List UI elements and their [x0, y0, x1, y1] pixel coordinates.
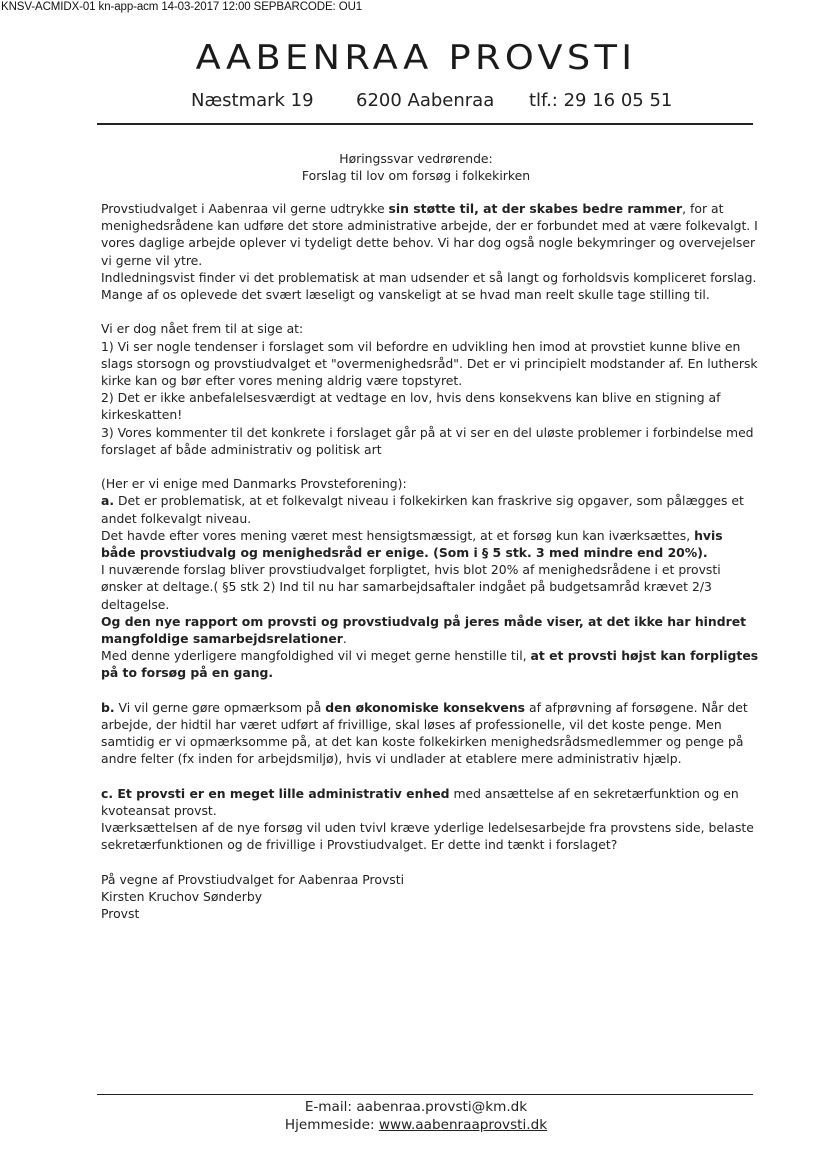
website-link[interactable]: www.aabenraaprovsti.dk: [378, 1117, 548, 1133]
letterhead-divider: [97, 123, 753, 125]
section-a-text-2: Det havde efter vores mening været mest hensigtsmæssigt, at et forsøg kun kan iværksættes, hvis både provstiudvalg og menighedsråd er enige. (Som i § 5 stk. 3 med mindre end 20%).: [101, 527, 723, 561]
section-a-text-1: a. Det er problematisk, at et folkevalgt niveau i folkekirken kan fraskrive sig opgaver, som pålægges et andet folkevalgt niveau.: [101, 493, 744, 526]
signature-line-1: På vegne af Provstiudvalget for Aabenraa Provsti: [101, 871, 405, 887]
subject-line-1: Høringssvar vedrørende:: [339, 151, 493, 166]
letterhead-city: 6200 Aabenraa: [356, 90, 495, 111]
letterhead-address: Næstmark 19: [191, 90, 314, 111]
letter-body: [101, 200, 761, 922]
intro-paragraph: Provstiudvalget i Aabenraa vil gerne udtrykke sin støtte til, at der skabes bedre rammer, for at menighedsrådene kan udføre det store administrative arbejde, der er forbundet med at være folkevalgt. I vores daglige arbejde oplever vi tydeligt dette behov. Vi har dog også nogle bekymringer og overvejelser vi gerne vil ytre.: [101, 201, 758, 268]
spacer: [101, 682, 761, 699]
subject-line-2: Forslag til lov om forsøg i folkekirken: [301, 168, 531, 183]
footer-divider: [97, 1094, 753, 1095]
section-a-text-4: Og den nye rapport om provsti og provstiudvalg på jeres måde viser, at det ikke har hindret mangfoldige samarbejdsrelationer.: [101, 613, 747, 647]
intro-paragraph-2: Indledningsvist finder vi det problematisk at man udsender et så langt og forholdsvis kompliceret forslag. Mange af os oplevede det svært læseligt og vanskeligt at se hvad man reelt skulle tage stilling til.: [101, 269, 757, 303]
point-2: 2) Det er ikke anbefalelsesværdigt at vedtage en lov, hvis dens konsekvens kan blive en stigning af kirkeskatten!: [101, 390, 721, 423]
fax-header: KNSV-ACMIDX-01 kn-app-acm 14-03-2017 12:00 SEPBARCODE: OU1: [1, 1, 363, 13]
footer-email: E-mail: aabenraa.provsti@km.dk: [304, 1099, 528, 1115]
section-c-text-1: c. Et provsti er en meget lille administrativ enhed med ansættelse af en sekretærfunktion og en kvoteansat provst.: [101, 785, 739, 819]
section-b-text: b. Vi vil gerne gøre opmærksom på den økonomiske konsekvens af afprøvning af forsøgene. Når det arbejde, der hidtil har været udført af frivillige, skal løses af professionelle, vil det koste penge. Men samtidig er vi opmærksomme på, at det kan koste folkekirken menighedsrådsmedlemmer og penge på andre felter (fx inden for arbejdsmiljø), hvis vi undlader at etablere mere administrativ hjælp.: [101, 699, 748, 767]
signature-title: Provst: [101, 906, 140, 922]
points-lead: Vi er dog nået frem til at sige at:: [101, 321, 304, 337]
signature-name: Kirsten Kruchov Sønderby: [101, 889, 263, 905]
letterhead-phone: tlf.: 29 16 05 51: [529, 90, 673, 111]
spacer: [101, 303, 761, 320]
section-a-text-3: I nuværende forslag bliver provstiudvalget forpligtet, hvis blot 20% af menighedsrådene i et provsti ønsker at deltage.( §5 stk 2) Ind til nu har samarbejdsaftaler indgået på budgetsamråd krævet 2/3 deltagelse.: [101, 562, 721, 612]
section-c-text-2: Iværksættelsen af de nye forsøg vil uden tvivl kræve yderlige ledelsesarbejde fra provstens side, belaste sekretærfunktionen og de frivillige i Provstiudvalget. Er dette ind tænkt i forslaget?: [101, 820, 754, 853]
point-3: 3) Vores kommenter til det konkrete i forslaget går på at vi ser en del uløste problemer i forbindelse med forslaget af både administrativ og politisk art: [101, 424, 754, 457]
section-a-lead: (Her er vi enige med Danmarks Provsteforening):: [101, 476, 407, 492]
section-a-text-5: Med denne yderligere mangfoldighed vil vi meget gerne henstille til, at et provsti højst kan forpligtes på to forsøg på en gang.: [101, 648, 759, 681]
footer-website: Hjemmeside: www.aabenraaprovsti.dk: [284, 1117, 548, 1133]
point-1: 1) Vi ser nogle tendenser i forslaget som vil befordre en udvikling hen imod at provstiet kunne blive en slags storsogn og provstiudvalget et "overmenighedsråd". Det er vi principielt modstander af. En luthersk kirke kan og bør efter vores mening aldrig være topstyret.: [101, 338, 758, 389]
spacer: [101, 458, 761, 475]
letterhead-title: AABENRAA PROVSTI: [195, 38, 637, 78]
spacer: [101, 854, 761, 871]
spacer: [101, 768, 761, 785]
